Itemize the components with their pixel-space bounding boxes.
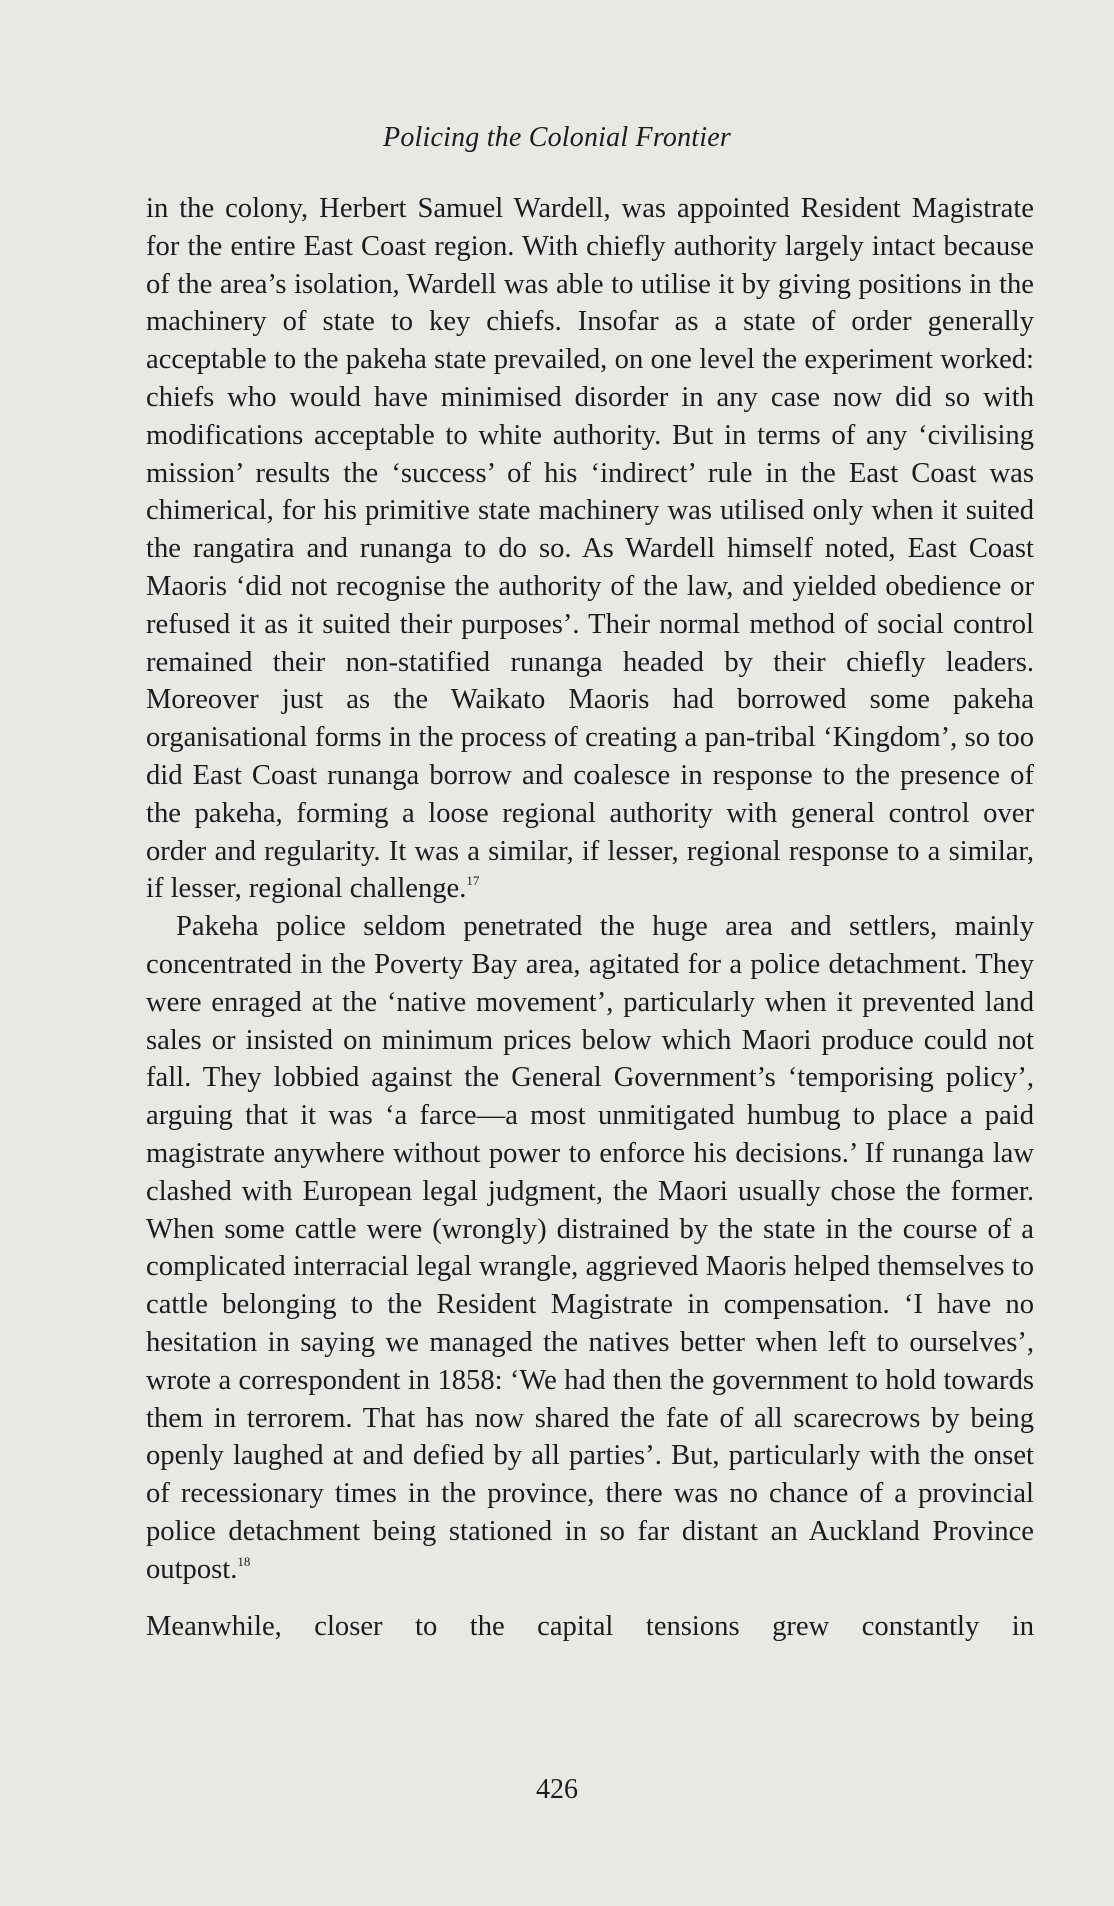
section-start-line: Meanwhile, closer to the capital tensions grew constantly in bbox=[146, 1611, 1034, 1642]
page-number: 426 bbox=[536, 1774, 578, 1805]
paragraph-2-text: Pakeha police seldom penetrated the huge area and settlers, mainly concentrated in the Poverty Bay area, agitated for a police detachment. They were enraged at the ‘native movement’, particularly when it prevented land sales or insisted on minimum prices below which Maori produce could not fall. They lobbied against the General Government’s ‘temporising policy’, arguing that it was ‘a farce—a most unmitigated humbug to place a paid magistrate anywhere without power to enforce his decisions.’ If runanga law clashed with European legal judgment, the Maori usually chose the former. When some cattle were (wrongly) distrained by the state in the course of a complicated interracial legal wrangle, aggrieved Maoris helped themselves to cattle belonging to the Resident Magistrate in compensation. ‘I have no hesitation in saying we managed the natives better when left to ourselves’, wrote a correspondent in 1858: ‘We had then the government to hold towards them in terrorem. That has now shared the fate of all scarecrows by being openly laughed at and defied by all parties’. But, particularly with the onset of recessionary times in the province, there was no chance of a provincial police detachment being stationed in so far distant an Auckland Province outpost. bbox=[146, 911, 1034, 1585]
paragraph-1-text: in the colony, Herbert Samuel Wardell, was appointed Resident Magistrate for the entire East Coast region. With chiefly authority largely intact because of the area’s isolation, Wardell was able to utilise it by giving positions in the machinery of state to key chiefs. Insofar as a state of order generally acceptable to the pakeha state prevailed, on one level the experiment worked: chiefs who would have minimised disorder in any case now did so with modifications acceptable to white authority. But in terms of any ‘civilising mission’ results the ‘success’ of his ‘indirect’ rule in the East Coast was chimerical, for his primitive state machinery was utilised only when it suited the rangatira and runanga to do so. As Wardell himself noted, East Coast Maoris ‘did not recognise the authority of the law, and yielded obedience or refused it as it suited their purposes’. Their normal method of social control remained their non-statified runanga headed by their chiefly leaders. Moreover just as the Waikato Maoris had borrowed some pakeha organisational forms in the process of creating a pan-tribal ‘Kingdom’, so too did East Coast runanga borrow and coalesce in response to the presence of the pakeha, forming a loose regional authority with general control over order and regularity. It was a similar, if lesser, regional response to a similar, if lesser, regional challenge. bbox=[146, 193, 1034, 905]
paragraph-2 bbox=[146, 908, 1034, 1588]
paragraph-1 bbox=[146, 190, 1034, 908]
footnote-marker-17[interactable]: 17 bbox=[466, 873, 480, 889]
body-text bbox=[146, 190, 1034, 1588]
footnote-marker-18[interactable]: 18 bbox=[237, 1553, 251, 1569]
running-head: Policing the Colonial Frontier bbox=[383, 122, 731, 153]
